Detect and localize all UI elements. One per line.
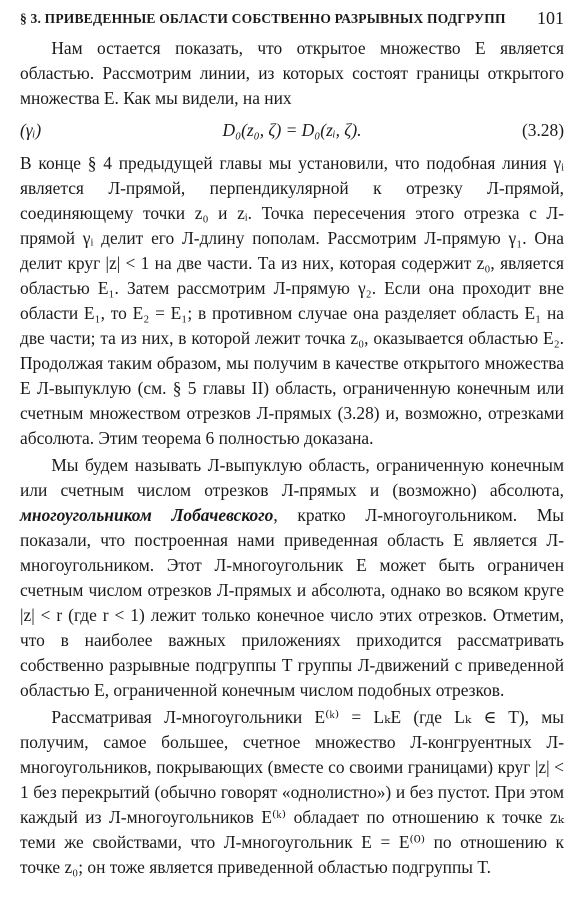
page-header xyxy=(20,8,564,32)
paragraph-2: В конце § 4 предыдущей главы мы установили, что подобная линия γᵢ является Л-прямой, перпендикулярной к отрезку Л-прямой, соединяющему точки z₀ и zᵢ. Точка пересечения этого отрезка с Л-прямой γᵢ делит его Л-длину пополам. Рассмотрим Л-прямую γ₁. Она делит круг |z| < 1 на две части. Та из них, которая содержит z₀, является областью E₁. Затем рассмотрим Л-прямую γ₂. Если она проходит вне области E₁, то E₂ = E₁; в противном случае она разделяет область E₁ на две части; та из них, в которой лежит точка z₀, оказывается областью E₂. Продолжая таким образом, мы получим в качестве открытого множества E Л-выпуклую (см. § 5 главы II) область, ограниченную конечным или счетным множеством отрезков Л-прямых (3.28) и, возможно, отрезками абсолюта. Этим теорема 6 полностью доказана. xyxy=(20,153,564,448)
equation-label: (γᵢ) xyxy=(20,120,42,140)
paragraph-3 xyxy=(20,453,564,703)
equation-3-28 xyxy=(20,111,564,149)
paragraph-3-start: Мы будем называть Л-выпуклую область, ограниченную конечным или счетным числом отрезков Л-прямых и (возможно) абсолюта, xyxy=(20,455,564,500)
page-number: 101 xyxy=(537,8,564,28)
paragraph-1: Нам остается показать, что открытое множество E является областью. Рассмотрим линии, из которых состоят границы открытого множества E. Как мы видели, на них xyxy=(20,38,564,108)
equation-body: D₀(z₀, ζ) = D₀(zᵢ, ζ). xyxy=(222,120,362,140)
paragraph-4: Рассматривая Л-многоугольники E⁽ᵏ⁾ = LₖE (где Lₖ ∈ T), мы получим, самое большее, счетное множество Л-конгруентных Л-многоугольников, покрывающих (вместе со своими границами) круг |z| < 1 без перекрытий (обычно говорят «однолистно») и без пустот. При этом каждый из Л-многоугольников E⁽ᵏ⁾ обладает по отношению к точке zₖ теми же свойствами, что Л-многоугольник E = E⁽⁰⁾ по отношению к точке z₀; он тоже является приведенной областью подгруппы T. xyxy=(20,707,564,877)
equation-number: (3.28) xyxy=(521,120,564,140)
emphasized-term: многоугольником Лобачевского xyxy=(20,505,274,525)
running-head: § 3. ПРИВЕДЕННЫЕ ОБЛАСТИ СОБСТВЕННО РАЗРЫВНЫХ ПОДГРУПП xyxy=(20,11,506,26)
paragraph-3-end: , кратко Л-многоугольником. Мы показали, что построенная нами приведенная область E является Л-многоугольником. Этот Л-многоугольник E может быть ограничен счетным числом отрезков Л-прямых и абсолюта, однако во всяком круге |z| < r (где r < 1) лежит только конечное число этих отрезков. Отметим, что в наиболее важных приложениях приходится рассматривать собственно разрывные подгруппы T группы Л-движений с приведенной областью E, ограниченной конечным числом подобных отрезков. xyxy=(20,505,564,700)
page-body xyxy=(20,36,564,880)
